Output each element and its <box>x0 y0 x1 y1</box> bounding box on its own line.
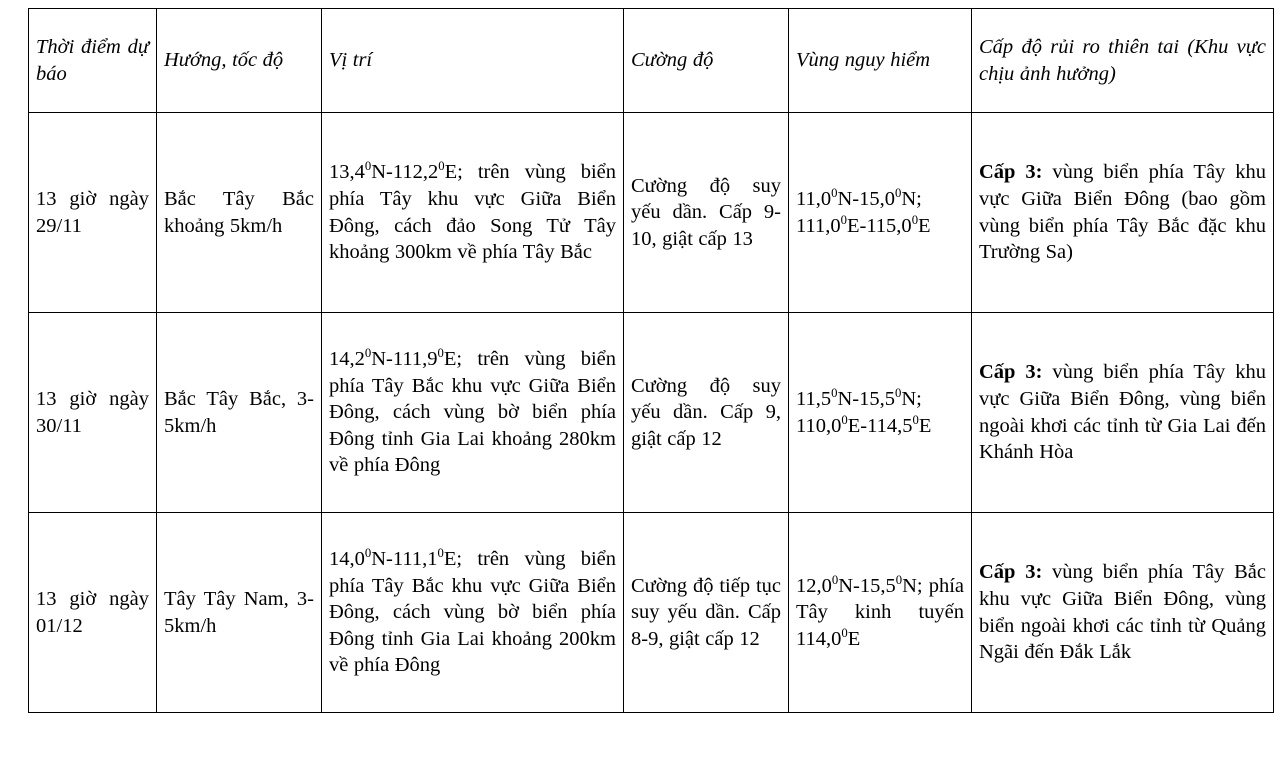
header-cell-position: Vị trí <box>322 9 624 113</box>
degree-symbol: 0 <box>364 346 372 361</box>
cell-danger-zone <box>789 513 972 713</box>
cell-danger-zone <box>789 113 972 313</box>
degree-symbol: 0 <box>831 186 838 201</box>
position-lat: 14,2 <box>329 347 365 370</box>
position-lon: N-112,2 <box>371 161 439 184</box>
cell-intensity: Cường độ tiếp tục suy yếu dần. Cấp 8-9, giật cấp 12 <box>624 513 789 713</box>
cell-intensity: Cường độ suy yếu dần. Cấp 9-10, giật cấp 13 <box>624 113 789 313</box>
cell-time: 13 giờ ngày 30/11 <box>29 313 157 513</box>
zone-lon-start: N; 110,0 <box>796 387 922 437</box>
table-row <box>29 313 1274 513</box>
table-header-row <box>29 9 1274 113</box>
table-body <box>29 113 1274 713</box>
risk-area-text: vùng biển phía Tây khu vực Giữa Biển Đông (bao gồm vùng biển phía Tây Bắc đặc khu Trường Sa) <box>979 161 1266 264</box>
zone-lat-start: 11,5 <box>796 387 832 410</box>
header-cell-direction: Hướng, tốc độ <box>157 9 322 113</box>
zone-lon-suffix: E <box>918 214 931 237</box>
position-lat: 14,0 <box>329 547 365 570</box>
zone-lat-end: N-15,0 <box>837 187 895 210</box>
cell-risk <box>972 313 1274 513</box>
zone-lon-end: E-114,5 <box>847 414 913 437</box>
position-description: E; trên vùng biển phía Tây khu vực Giữa Biển Đông, cách đảo Song Tử Tây khoảng 300km về phía Tây Bắc <box>329 161 616 264</box>
degree-symbol: 0 <box>364 159 372 174</box>
degree-symbol: 0 <box>895 186 902 201</box>
cell-risk <box>972 113 1274 313</box>
position-lon: N-111,9 <box>371 347 438 370</box>
degree-symbol: 0 <box>911 212 919 227</box>
table-row <box>29 513 1274 713</box>
cell-risk <box>972 513 1274 713</box>
storm-forecast-table <box>28 8 1274 713</box>
zone-lon-suffix: E <box>918 414 932 437</box>
zone-lat-end: N-15,5 <box>837 387 895 410</box>
risk-level-badge: Cấp 3: <box>979 561 1043 584</box>
cell-danger-zone <box>789 313 972 513</box>
degree-symbol: 0 <box>840 212 847 227</box>
header-cell-intensity: Cường độ <box>624 9 789 113</box>
degree-symbol: 0 <box>831 386 838 401</box>
zone-lon-end: E <box>847 627 861 650</box>
zone-lon-start: N; phía Tây kinh tuyến 114,0 <box>796 574 964 650</box>
zone-lon-end: E-115,0 <box>846 214 912 237</box>
cell-position <box>322 313 624 513</box>
degree-symbol: 0 <box>438 159 445 174</box>
cell-direction: Tây Tây Nam, 3-5km/h <box>157 513 322 713</box>
cell-position <box>322 513 624 713</box>
cell-time: 13 giờ ngày 01/12 <box>29 513 157 713</box>
zone-lat-start: 12,0 <box>796 574 832 597</box>
cell-position <box>322 113 624 313</box>
risk-level-badge: Cấp 3: <box>979 161 1043 184</box>
cell-intensity: Cường độ suy yếu dần. Cấp 9, giật cấp 12 <box>624 313 789 513</box>
zone-lat-end: N-15,5 <box>838 574 896 597</box>
header-cell-danger-zone: Vùng nguy hiểm <box>789 9 972 113</box>
table-row <box>29 113 1274 313</box>
risk-area-text: vùng biển phía Tây Bắc khu vực Giữa Biển Đông, vùng biển ngoài khơi các tỉnh từ Quảng Ngãi đến Đắk Lắk <box>979 561 1266 664</box>
degree-symbol: 0 <box>895 386 902 401</box>
degree-symbol: 0 <box>437 546 444 561</box>
table-header <box>29 9 1274 113</box>
cell-time: 13 giờ ngày 29/11 <box>29 113 157 313</box>
position-description: E; trên vùng biển phía Tây Bắc khu vực Giữa Biển Đông, cách vùng bờ biển phía Đông tỉnh Gia Lai khoảng 280km về phía Đông <box>329 347 616 477</box>
risk-level-badge: Cấp 3: <box>979 361 1043 384</box>
risk-area-text: vùng biển phía Tây khu vực Giữa Biển Đông, vùng biển ngoài khơi các tỉnh từ Gia Lai đến Khánh Hòa <box>979 361 1266 464</box>
header-cell-risk-level: Cấp độ rủi ro thiên tai (Khu vực chịu ảnh hưởng) <box>972 9 1274 113</box>
position-lon: N-111,1 <box>371 547 438 570</box>
degree-symbol: 0 <box>841 412 848 427</box>
degree-symbol: 0 <box>841 625 848 640</box>
position-lat: 13,4 <box>329 161 365 184</box>
zone-lon-start: N; 111,0 <box>796 187 922 237</box>
zone-lat-start: 11,0 <box>796 187 832 210</box>
degree-symbol: 0 <box>831 572 839 587</box>
cell-direction: Bắc Tây Bắc, 3-5km/h <box>157 313 322 513</box>
degree-symbol: 0 <box>895 572 903 587</box>
degree-symbol: 0 <box>912 412 919 427</box>
cell-direction: Bắc Tây Bắc khoảng 5km/h <box>157 113 322 313</box>
position-description: E; trên vùng biển phía Tây Bắc khu vực Giữa Biển Đông, cách vùng bờ biển phía Đông tỉnh Gia Lai khoảng 200km về phía Đông <box>329 547 616 677</box>
header-cell-time: Thời điểm dự báo <box>29 9 157 113</box>
degree-symbol: 0 <box>437 346 444 361</box>
degree-symbol: 0 <box>364 546 372 561</box>
